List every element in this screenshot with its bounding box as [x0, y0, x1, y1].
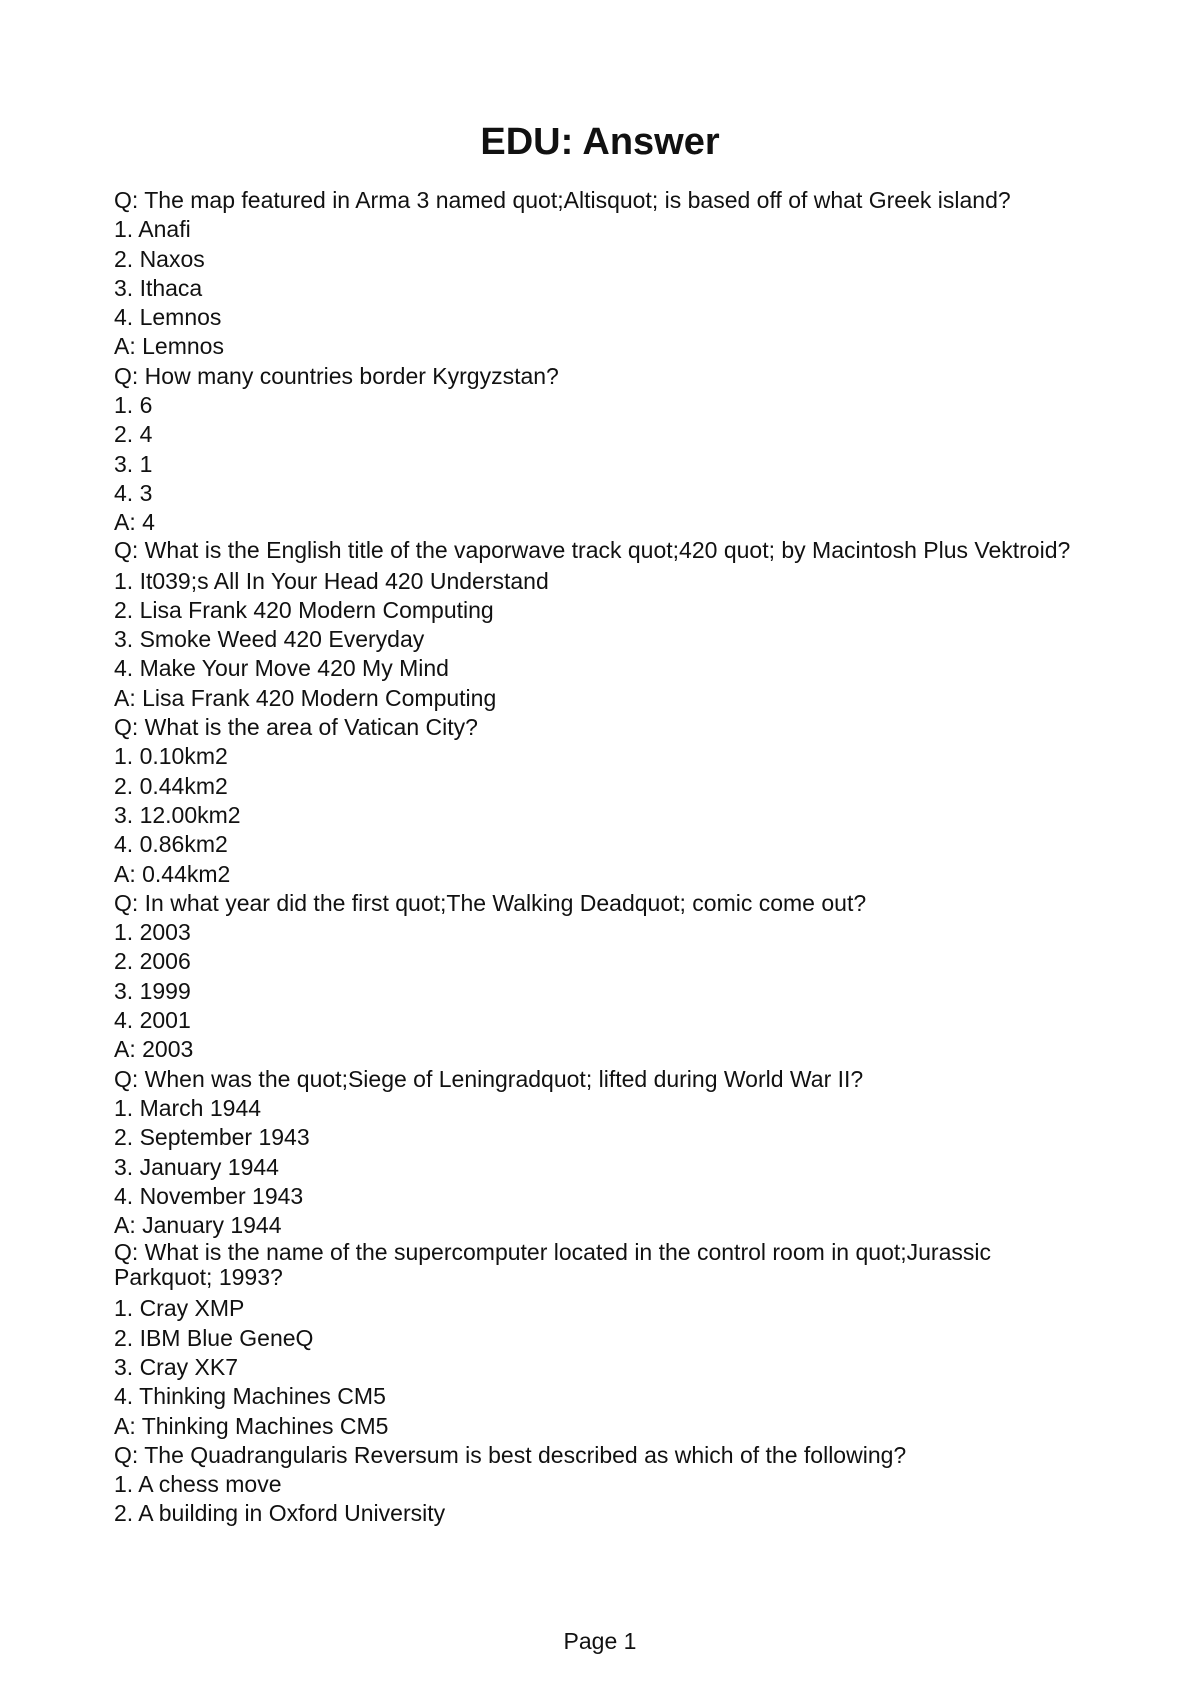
question-line: Q: The Quadrangularis Reversum is best described as which of the following?	[114, 1441, 907, 1468]
question-line: Q: What is the name of the supercomputer located in the control room in quot;Jurassic Parkquot; 1993?	[114, 1239, 991, 1291]
option-line: 4. 2001	[114, 1007, 191, 1034]
option-line: 3. Ithaca	[114, 274, 203, 301]
option-line: 1. 0.10km2	[114, 743, 228, 770]
option-line: 1. A chess move	[114, 1471, 282, 1498]
option-line: 4. Make Your Move 420 My Mind	[114, 655, 449, 682]
question-line: Q: In what year did the first quot;The Walking Deadquot; comic come out?	[114, 889, 867, 916]
option-line: 2. A building in Oxford University	[114, 1500, 446, 1527]
answer-line: A: Lemnos	[114, 333, 224, 360]
question-line: Q: The map featured in Arma 3 named quot;Altisquot; is based off of what Greek island?	[114, 187, 1011, 213]
document-body	[114, 186, 1074, 1529]
option-line: 4. Thinking Machines CM5	[114, 1383, 386, 1410]
option-line: 2. 4	[114, 421, 153, 448]
option-line: 2. IBM Blue GeneQ	[114, 1324, 314, 1351]
question-line: Q: How many countries border Kyrgyzstan?	[114, 362, 559, 389]
option-line: 2. Lisa Frank 420 Modern Computing	[114, 596, 494, 623]
option-line: 3. 1999	[114, 977, 191, 1004]
option-line: 3. January 1944	[114, 1153, 279, 1180]
option-line: 1. 6	[114, 392, 153, 419]
option-line: 1. 2003	[114, 919, 191, 946]
option-line: 3. Smoke Weed 420 Everyday	[114, 626, 425, 653]
option-line: 2. September 1943	[114, 1124, 310, 1151]
option-line: 1. March 1944	[114, 1094, 262, 1121]
answer-line: A: Thinking Machines CM5	[114, 1412, 389, 1439]
option-line: 4. 3	[114, 479, 153, 506]
option-line: 1. Anafi	[114, 216, 191, 243]
option-line: 1. Cray XMP	[114, 1295, 245, 1322]
option-line: 4. 0.86km2	[114, 831, 228, 858]
answer-line: A: 2003	[114, 1036, 194, 1063]
question-line: Q: What is the area of Vatican City?	[114, 714, 478, 741]
question-line: Q: What is the English title of the vaporwave track quot;420 quot; by Macintosh Plus Vektroid?	[114, 536, 1071, 563]
option-line: 4. Lemnos	[114, 304, 222, 331]
option-line: 3. 1	[114, 450, 153, 477]
option-line: 1. It039;s All In Your Head 420 Understand	[114, 567, 549, 594]
page-title: EDU: Answer	[480, 121, 720, 163]
option-line: 2. 0.44km2	[114, 772, 228, 799]
option-line: 2. Naxos	[114, 245, 205, 272]
option-line: 3. Cray XK7	[114, 1353, 238, 1380]
question-line: Q: When was the quot;Siege of Leningradquot; lifted during World War II?	[114, 1065, 864, 1092]
page-number: Page 1	[563, 1628, 637, 1654]
answer-line: A: Lisa Frank 420 Modern Computing	[114, 684, 497, 711]
option-line: 4. November 1943	[114, 1182, 304, 1209]
answer-line: A: 0.44km2	[114, 860, 231, 887]
option-line: 2. 2006	[114, 948, 191, 975]
answer-line: A: 4	[114, 509, 155, 536]
answer-line: A: January 1944	[114, 1212, 282, 1239]
option-line: 3. 12.00km2	[114, 801, 241, 828]
